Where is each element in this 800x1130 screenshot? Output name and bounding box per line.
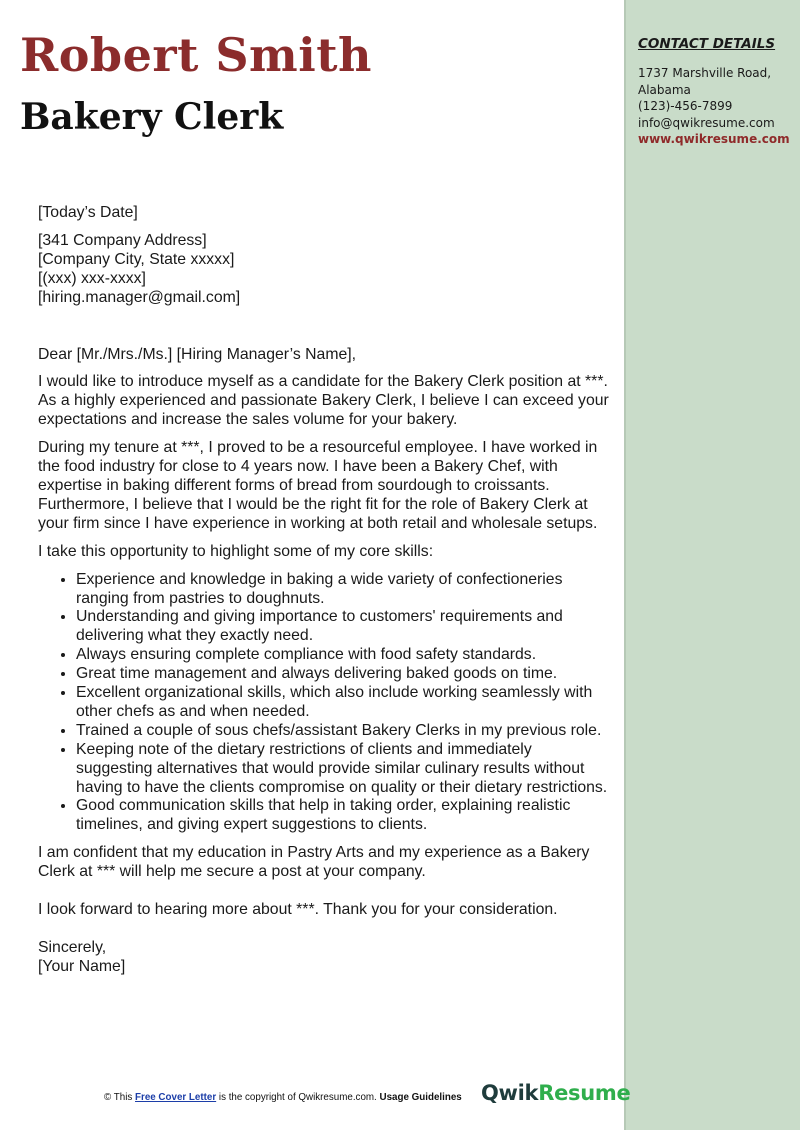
footer-prefix: This [113, 1092, 133, 1103]
job-title: Bakery Clerk [20, 96, 284, 138]
salutation: Dear [Mr./Mrs./Ms.] [Hiring Manager’s Name], [38, 345, 357, 363]
contact-sidebar [624, 0, 800, 1130]
recipient-line: [hiring.manager@gmail.com] [38, 288, 241, 306]
address-line-1: 1737 Marshville Road, [638, 66, 772, 80]
applicant-name: Robert Smith [20, 28, 372, 82]
contact-lines [638, 65, 793, 148]
skill-item: • Good communication skills that help in taking order, explaining realistic timelines, and giving expert suggestions to clients. [76, 797, 610, 835]
footer-middle-text: is the copyright of Qwikresume.com. [218, 1092, 377, 1103]
website-link[interactable]: www.qwikresume.com [638, 132, 790, 146]
contact-details-heading: CONTACT DETAILS [638, 36, 776, 52]
skill-item: • Experience and knowledge in baking a wide variety of confectioneries ranging from pastries to doughnuts. [76, 571, 610, 609]
skill-item: • Keeping note of the dietary restrictions of clients and immediately suggesting alternatives that would provide similar culinary results without having to have the clients compromise on quality or their dietary restrictions. [76, 741, 610, 798]
paragraph-confidence: I am confident that my education in Pastry Arts and my experience as a Bakery Clerk at *** will help me secure a post at your company. [38, 844, 590, 881]
paragraph-experience: During my tenure at ***, I proved to be a resourceful employee. I have worked in the food industry for close to 4 years now. I have been a Bakery Chef, with expertise in baking different forms of bread from sourdough to croissants. Furthermore, I believe that I would be the right fit for the role of Bakery Clerk at your firm since I have experience in working at both retail and wholesale setups. [38, 439, 598, 532]
recipient-line: [341 Company Address] [38, 231, 207, 249]
signature-name: [Your Name] [38, 957, 126, 975]
logo-qwik: Qwik [481, 1081, 539, 1105]
skill-item: • Excellent organizational skills, which also include working seamlessly with other chefs as and when needed. [76, 684, 610, 722]
recipient-block [38, 232, 610, 308]
letter-date: [Today’s Date] [38, 204, 138, 221]
skills-list [38, 571, 610, 836]
closing-phrase: Sincerely, [38, 939, 107, 956]
skill-item: • Understanding and giving importance to customers' requirements and delivering what they exactly need. [76, 608, 610, 646]
qwikresume-logo [481, 1081, 630, 1105]
phone-number: (123)-456-7899 [638, 99, 733, 113]
usage-guidelines-link[interactable]: Usage Guidelines [379, 1092, 462, 1103]
recipient-line: [(xxx) xxx-xxxx] [38, 269, 146, 287]
copyright-footer [104, 1092, 462, 1103]
logo-resume: Resume [538, 1081, 631, 1105]
skill-item: • Great time management and always delivering baked goods on time. [76, 665, 610, 684]
skills-intro: I take this opportunity to highlight some of my core skills: [38, 542, 434, 560]
free-cover-letter-link[interactable]: Free Cover Letter [135, 1092, 217, 1103]
skill-item: • Trained a couple of sous chefs/assistant Bakery Clerks in my previous role. [76, 722, 610, 741]
cover-letter-body [38, 204, 610, 977]
paragraph-closing: I look forward to hearing more about ***. Thank you for your consideration. [38, 901, 558, 919]
address-line-2: Alabama [638, 82, 691, 97]
recipient-line: [Company City, State xxxxx] [38, 250, 235, 268]
skill-item: • Always ensuring complete compliance with food safety standards. [76, 646, 610, 665]
email-address: info@qwikresume.com [638, 115, 775, 130]
paragraph-intro: I would like to introduce myself as a candidate for the Bakery Clerk position at ***. As a highly experienced and passionate Bakery Clerk, I believe I can exceed your expectations and increase the sales volume for your bakery. [38, 373, 609, 429]
copyright-icon: © [104, 1092, 112, 1103]
